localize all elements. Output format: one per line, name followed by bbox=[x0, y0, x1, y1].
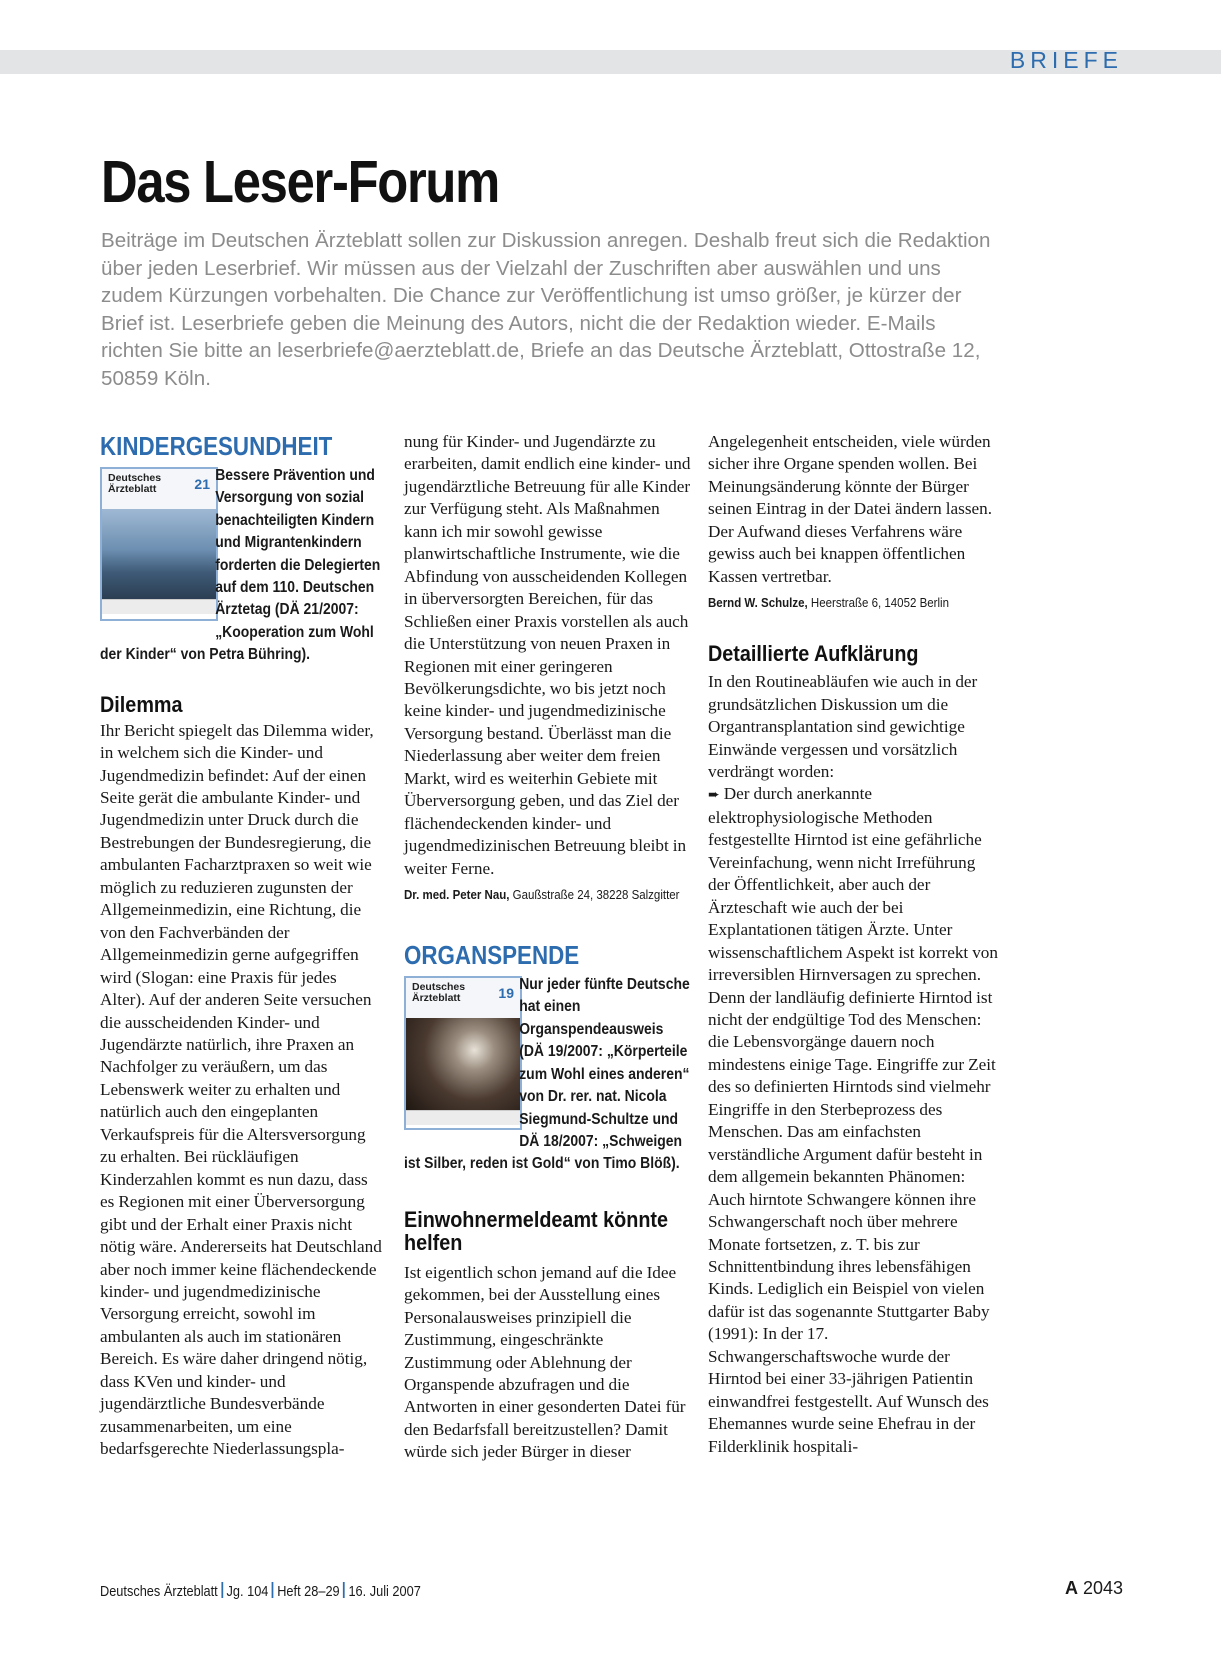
letter-headline-einwohnermeldeamt: Einwohnermeldeamt könnte helfen bbox=[404, 1206, 669, 1255]
letter-body-dilemma: Ihr Bericht spiegelt das Dilemma wider, in welchem sich die Kinder- und Jugendmedizin befindet: Auf der einen Seite gerät die ambulante Kinder- und Jugendmedizin unter Druck durch die Bestrebungen der Bundesregierung, die ambulanten Facharztpraxen so weit wie möglich zu reduzieren zugunsten der Allgemeinmedizin, eine Richtung, die von den Fachverbänden der Allgemeinmedizin gerne aufgegriffen wird (Slogan: eine Praxis für jedes Alter). Auf der anderen Seite versuchen die ausscheidenden Kinder- und Jugendärzte natürlich, ihre Praxen an Nachfolger zu veräußern, um das Lebenswerk weiter zu erhalten und natürlich auch den eingeplanten Verkaufspreis für die Altersversorgung zu erhalten. Bei rückläufigen Kinderzahlen kommt es nun dazu, dass es Regionen mit einer Überversorgung gibt und der Erhalt einer Praxis nicht nötig wäre. Andererseits hat Deutschland aber noch immer keine flächendeckende kinder- und jugendmedizinische Versorgung erreicht, sowohl im ambulanten als auch im stationären Bereich. Es wäre daher dringend nötig, dass KVen und kinder- und jugendärztliche Bundesverbände zusammenarbeiten, um eine bedarfsgerechte Niederlassungspla- bbox=[100, 720, 382, 1459]
page-number: A 2043 bbox=[1064, 1578, 1123, 1598]
rubric-kindergesundheit: KINDERGESUNDHEIT bbox=[100, 431, 333, 461]
cover-image-kindergesundheit: Deutsches Ärzteblatt 21 bbox=[100, 467, 218, 621]
cover-issue-number: 21 bbox=[194, 476, 210, 492]
letter-body-aufklaerung-intro: In den Routineabläufen wie auch in der grundsätzlichen Diskussion um die Organtransplantation sind gewichtige Einwände vergessen und vorsätzlich verdrängt worden: bbox=[708, 672, 978, 781]
letter-signature-nau: Dr. med. Peter Nau, Gaußstraße 24, 38228 Salzgitter bbox=[404, 888, 680, 903]
section-label: BRIEFE bbox=[1009, 47, 1123, 73]
letter-body-dilemma-continued: nung für Kinder- und Jugendärzte zu erarbeiten, damit endlich eine kinder- und jugendärztliche Betreuung für alle Kinder zur Verfügung steht. Als Maßnahmen kann ich mir sowohl gewisse planwirtschaftliche Instrumente, wie die Abfindung von ausscheidenden Kollegen in überversorgten Bereichen, für das Schließen einer Praxis vorstellen als auch die Unterstützung von neuen Praxen in Regionen mit einer geringeren Bevölkerungsdichte, wo bis jetzt noch keine kinder- und jugendmedizinische Versorgung bestand. Überlässt man die Niederlassung aber weiter dem freien Markt, wird es weiterhin Gebiete mit Überversorgung geben, und das Ziel der flächendeckenden kinder- und jugendmedizinischen Betreuung bleibt in weiter Ferne. bbox=[404, 432, 691, 878]
letter-body-einwohnermeldeamt-continued: Angelegenheit entscheiden, viele würden sicher ihre Organe spenden wollen. Bei Meinungsänderung könnte der Bürger seinen Eintrag in der Datei ändern lassen. Der Aufwand dieses Verfahrens wäre gewiss auch bei knappen öffentlichen Kassen vertretbar. bbox=[708, 432, 993, 586]
rubric-organspende: ORGANSPENDE bbox=[404, 940, 580, 971]
letter-headline-dilemma: Dilemma bbox=[100, 691, 183, 717]
column-3 bbox=[708, 431, 1000, 1458]
cover-issue-number: 19 bbox=[498, 985, 514, 1002]
arrow-bullet-icon: ➨ bbox=[708, 787, 720, 804]
intro-text: Beiträge im Deutschen Ärzteblatt sollen zur Diskussion anregen. Deshalb freut sich die Redaktion über jeden Leserbrief. Wir müssen aus der Vielzahl der Zuschriften aber auswählen und uns zudem Kürzungen vorbehalten. Die Chance zur Veröffentlichung ist umso größer, je kürzer der Brief ist. Leserbriefe geben die Meinung des Autors, nicht die der Redaktion wieder. E-Mails richten Sie bitte an leserbriefe@aerzteblatt.de, Briefe an das Deutsche Ärzteblatt, Ottostraße 12, 50859 Köln. bbox=[101, 229, 991, 390]
column-1 bbox=[100, 431, 383, 1461]
teaser-organspende: Nur jeder fünfte Deutsche hat einen Organspendeausweis (DÄ 19/2007: „Körperteile zum Wohl eines anderen“ von Dr. rer. nat. Nicola Siegmund-Schultze und DÄ 18/2007: „Schweigen ist Silber, reden ist Gold“ von Timo Blöß). bbox=[404, 976, 690, 1173]
column-2 bbox=[404, 431, 691, 1464]
page-title: Das Leser-Forum bbox=[101, 149, 499, 215]
letter-body-einwohnermeldeamt: Ist eigentlich schon jemand auf die Idee gekommen, bei der Ausstellung eines Personalausweises prinzipiell die Zustimmung, eingeschränkte Zustimmung oder Ablehnung der Organspende abzufragen und die Antworten in einer gesonderten Datei für den Bedarfsfall bereitzustellen? Damit würde sich jeder Bürger in dieser bbox=[404, 1262, 686, 1462]
footer-journal-info: Deutsches Ärzteblatt Jg. 104 Heft 28–29 16. Juli 2007 bbox=[100, 1584, 421, 1600]
letter-signature-schulze: Bernd W. Schulze, Heerstraße 6, 14052 Berlin bbox=[708, 596, 949, 611]
letter-body-aufklaerung-point: ➨ Der durch anerkannte elektrophysiologische Methoden festgestellte Hirntod ist eine gefährliche Vereinfachung, wenn nicht Irreführung der Öffentlichkeit, aber auch der Ärzteschaft wie auch der bei Explantationen tätigen Ärzte. Unter wissenschaftlichem Aspekt ist korrekt von irreversiblen Hirnversagen zu sprechen. Denn der landläufig definierte Hirntod ist nicht der endgültige Tod des Menschen: die Lebensvorgänge dauern noch mindestens einige Tage. Eingriffe zur Zeit des so definierten Hirntods sind vielmehr Eingriffe in den Sterbeprozess des Menschen. Das am einfachsten verständliche Argument dafür besteht in dem allgemein bekannten Phänomen: Auch hirntote Schwangere können ihre Schwangerschaft noch über mehrere Monate fortsetzen, z. T. bis zur Schnittentbindung ihres lebensfähigen Kinds. Lediglich ein Beispiel von vielen dafür ist das sogenannte Stuttgarter Baby (1991): In der 17. Schwangerschaftswoche wurde der Hirntod bei einer 33-jährigen Patientin einwandfrei festgestellt. Auf Wunsch des Ehemannes wurde seine Ehefrau in der Filderklinik hospitali- bbox=[708, 784, 998, 1456]
cover-image-organspende: Deutsches Ärzteblatt 19 bbox=[404, 976, 522, 1130]
letter-headline-detaillierte-aufklaerung: Detaillierte Aufklärung bbox=[708, 641, 919, 667]
teaser-kindergesundheit: Bessere Prävention und Versorgung von sozial benachteiligten Kindern und Migrantenkindern forderten die Delegierten auf dem 110. Deutschen Ärztetag (DÄ 21/2007: „Kooperation zum Wohl der Kinder“ von Petra Bühring). bbox=[100, 467, 381, 664]
